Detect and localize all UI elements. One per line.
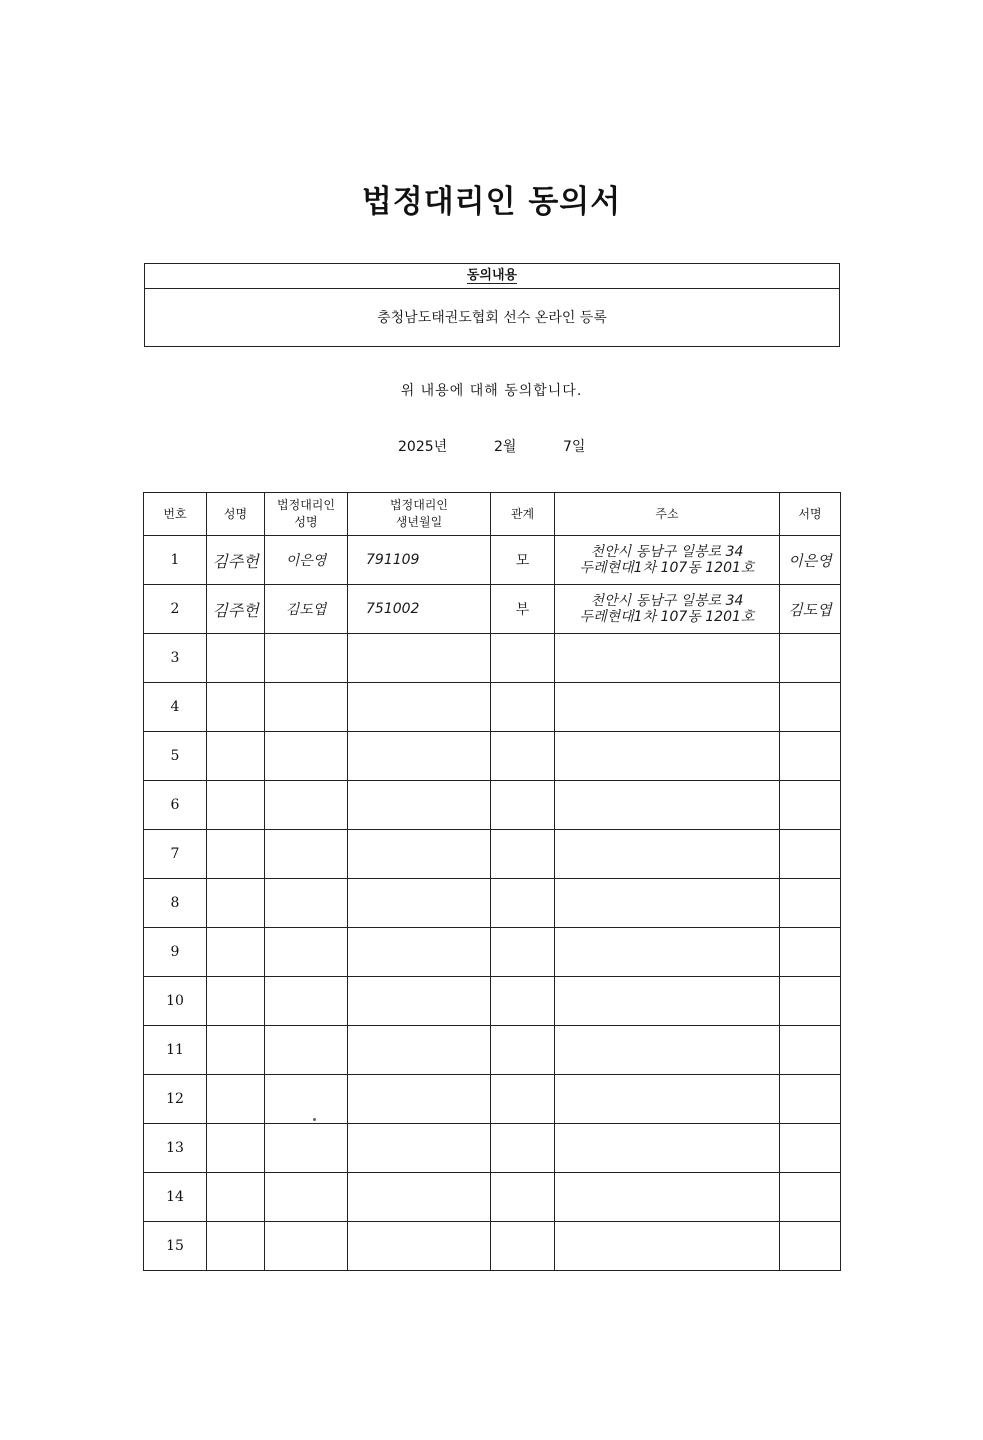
address-line1: 천안시 동남구 일봉로 34 [590, 593, 744, 609]
table-row [144, 781, 841, 830]
scan-speck [313, 1118, 316, 1121]
address-line2: 두레현대1차 107동 1201호 [579, 560, 755, 576]
guardian-table [143, 492, 841, 1271]
address-line1: 천안시 동남구 일봉로 34 [590, 544, 744, 560]
table-row [144, 879, 841, 928]
table-row [144, 1026, 841, 1075]
row-number: 7 [144, 830, 207, 879]
row-number: 1 [144, 536, 207, 585]
address [555, 585, 780, 634]
table-row [144, 536, 841, 585]
row-number: 15 [144, 1222, 207, 1271]
date-month: 2월 [494, 439, 517, 455]
row-number: 14 [144, 1173, 207, 1222]
row-number: 12 [144, 1075, 207, 1124]
signature: 이은영 [780, 536, 841, 585]
header-signature: 서명 [780, 493, 841, 536]
relation: 모 [491, 536, 555, 585]
table-row [144, 732, 841, 781]
row-number: 6 [144, 781, 207, 830]
row-number: 2 [144, 585, 207, 634]
guardian-name: 이은영 [265, 536, 348, 585]
relation: 부 [491, 585, 555, 634]
consent-header [145, 264, 839, 289]
row-number: 4 [144, 683, 207, 732]
table-row [144, 585, 841, 634]
row-number: 3 [144, 634, 207, 683]
date-year: 2025년 [398, 439, 448, 455]
student-name: 김주헌 [207, 536, 265, 585]
table-row [144, 977, 841, 1026]
row-number: 9 [144, 928, 207, 977]
table-row [144, 1124, 841, 1173]
student-name: 김주헌 [207, 585, 265, 634]
table-header-row [144, 493, 841, 536]
row-number: 8 [144, 879, 207, 928]
consent-content: 충청남도태권도협회 선수 온라인 등록 [377, 310, 607, 326]
table-row [144, 928, 841, 977]
header-address: 주소 [555, 493, 780, 536]
header-guardian-birth-line1: 법정대리인 [390, 498, 448, 512]
guardian-birthdate: 751002 [348, 585, 491, 634]
row-number: 11 [144, 1026, 207, 1075]
header-guardian-name-line2: 성명 [294, 515, 318, 529]
header-relation: 관계 [491, 493, 555, 536]
row-number: 10 [144, 977, 207, 1026]
table-row [144, 1075, 841, 1124]
guardian-birthdate: 791109 [348, 536, 491, 585]
consent-box [144, 263, 840, 347]
table-row [144, 830, 841, 879]
consent-header-label: 동의내용 [466, 268, 518, 283]
table-row [144, 683, 841, 732]
header-guardian-name [265, 493, 348, 536]
row-number: 5 [144, 732, 207, 781]
table-row [144, 1222, 841, 1271]
header-guardian-birth-line2: 생년월일 [395, 515, 443, 529]
page-title: 법정대리인 동의서 [361, 184, 622, 220]
signature: 김도엽 [780, 585, 841, 634]
table-row [144, 1173, 841, 1222]
address [555, 536, 780, 585]
header-guardian-birth [348, 493, 491, 536]
row-number: 13 [144, 1124, 207, 1173]
address-line2: 두레현대1차 107동 1201호 [579, 609, 755, 625]
header-no: 번호 [144, 493, 207, 536]
guardian-name: 김도엽 [265, 585, 348, 634]
date-day: 7일 [563, 439, 586, 455]
header-name: 성명 [207, 493, 265, 536]
table-row [144, 634, 841, 683]
header-guardian-name-line1: 법정대리인 [277, 498, 335, 512]
agreement-statement: 위 내용에 대해 동의합니다. [400, 383, 583, 399]
